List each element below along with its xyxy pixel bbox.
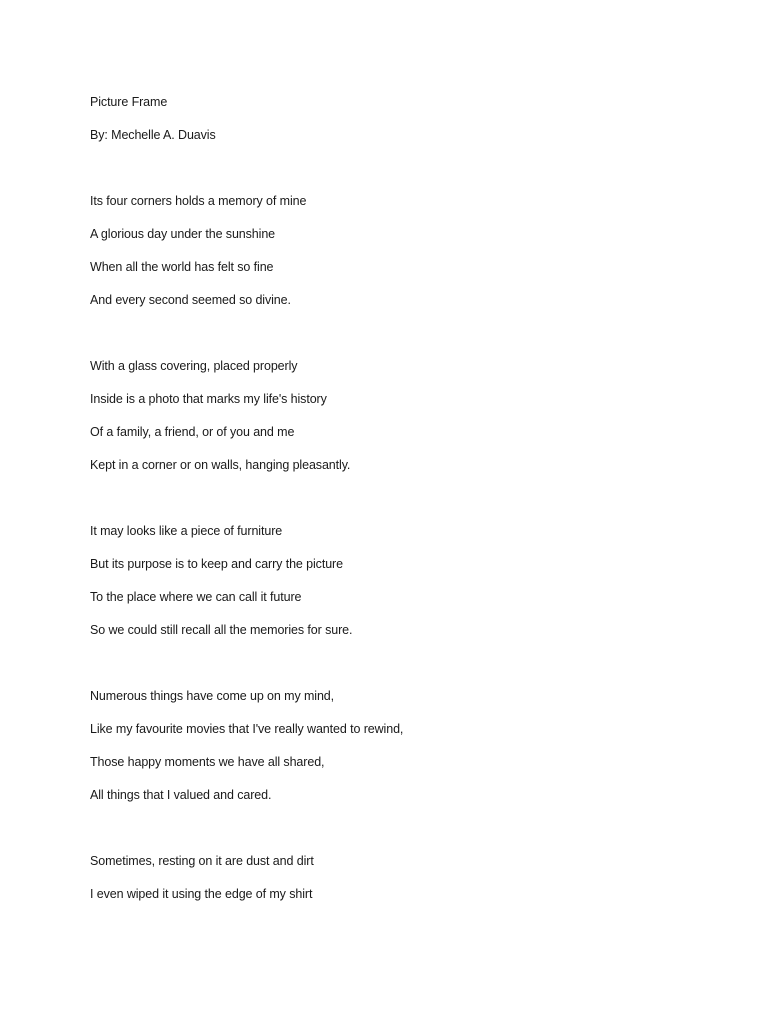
poem-line: All things that I valued and cared. — [90, 788, 272, 802]
poem-line: Numerous things have come up on my mind, — [90, 689, 335, 703]
poem-line: A glorious day under the sunshine — [90, 227, 276, 241]
poem-line: So we could still recall all the memories for sure. — [90, 623, 353, 637]
poem-line: Its four corners holds a memory of mine — [90, 194, 307, 208]
poem-line: Of a family, a friend, or of you and me — [90, 425, 295, 439]
spacer — [90, 653, 730, 686]
poem-line: I even wiped it using the edge of my shirt — [90, 887, 313, 901]
poem-title: Picture Frame — [90, 95, 168, 109]
poem-line: It may looks like a piece of furniture — [90, 524, 283, 538]
poem-line: Like my favourite movies that I've really wanted to rewind, — [90, 722, 404, 736]
poem-line: Those happy moments we have all shared, — [90, 755, 325, 769]
poem-line: Inside is a photo that marks my life's history — [90, 392, 327, 406]
poem-line: Sometimes, resting on it are dust and dirt — [90, 854, 314, 868]
poem-line: But its purpose is to keep and carry the picture — [90, 557, 343, 571]
poem-line: When all the world has felt so fine — [90, 260, 274, 274]
poem-line: Kept in a corner or on walls, hanging pleasantly. — [90, 458, 351, 472]
spacer — [90, 818, 730, 851]
poem-text — [90, 92, 730, 917]
poem-line: And every second seemed so divine. — [90, 293, 291, 307]
poem-line: With a glass covering, placed properly — [90, 359, 298, 373]
poem-author: By: Mechelle A. Duavis — [90, 128, 216, 142]
spacer — [90, 488, 730, 521]
poem-line: To the place where we can call it future — [90, 590, 302, 604]
spacer — [90, 158, 730, 191]
spacer — [90, 323, 730, 356]
